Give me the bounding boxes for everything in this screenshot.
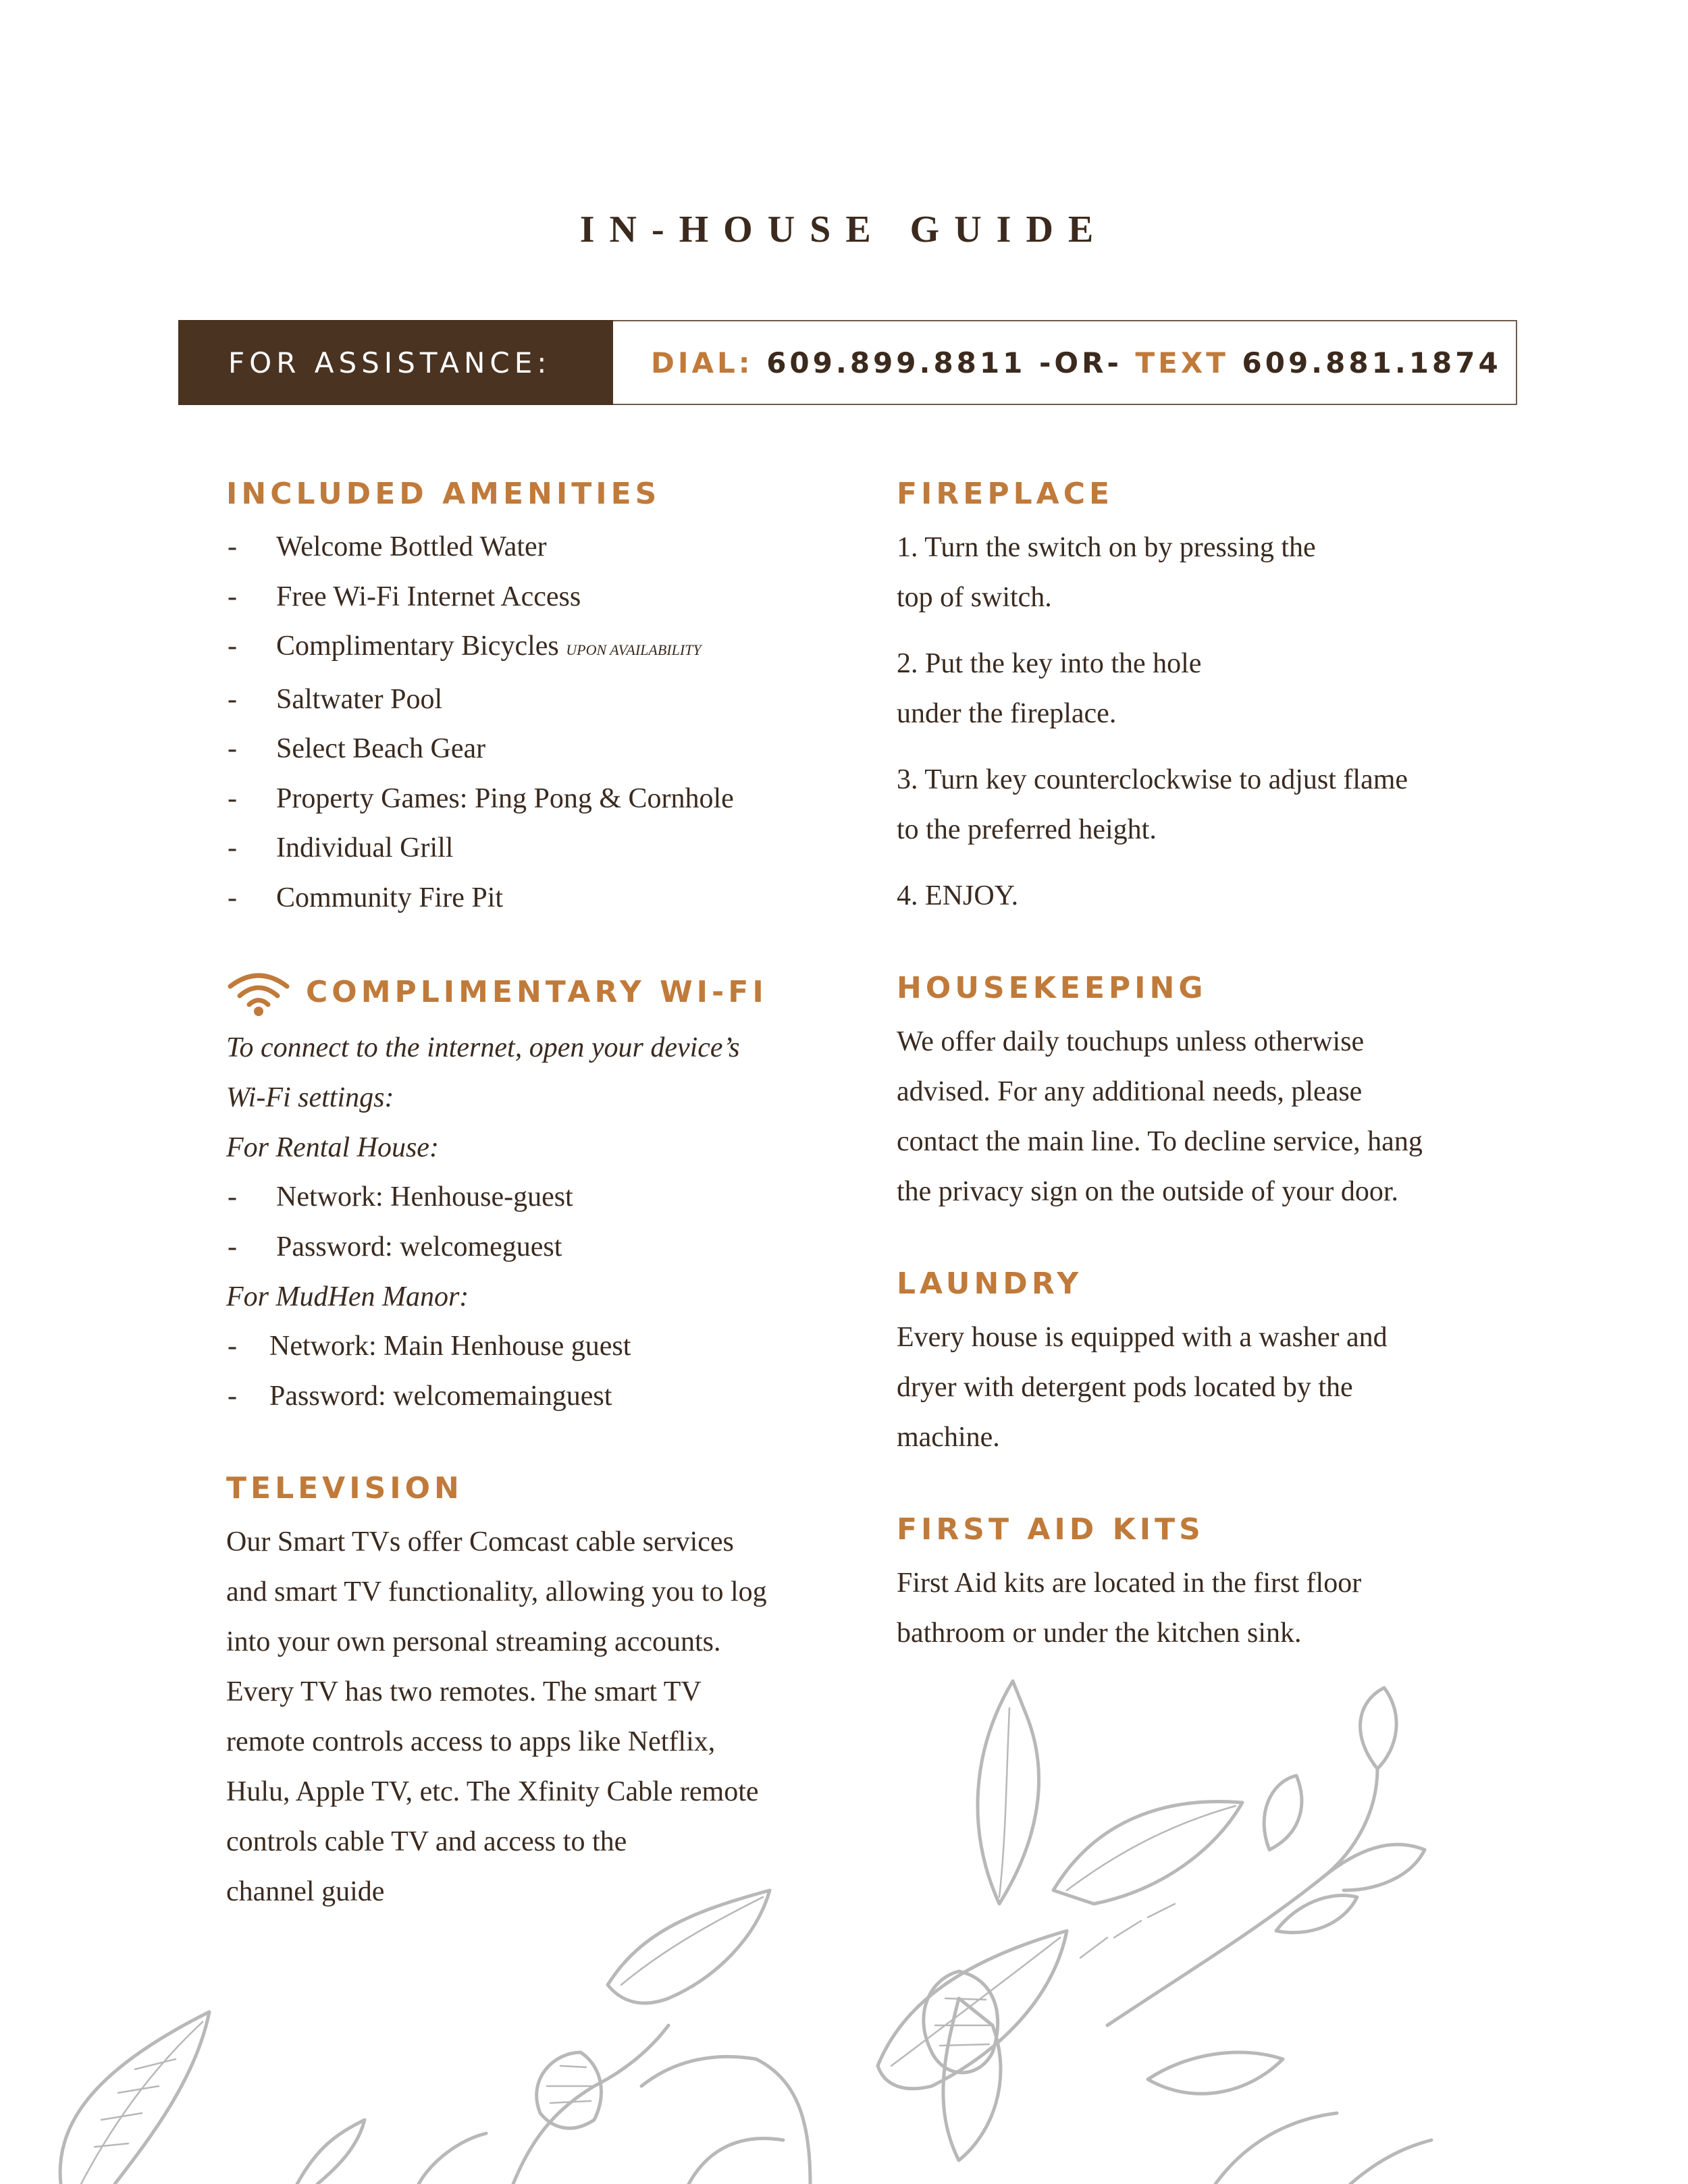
- rental-credentials: [226, 1173, 834, 1272]
- list-item: [226, 724, 834, 774]
- laundry-heading: LAUNDRY: [897, 1267, 1083, 1301]
- television-heading: TELEVISION: [226, 1471, 463, 1506]
- list-item: [226, 824, 834, 874]
- amenity-label: Welcome Bottled Water: [276, 531, 547, 562]
- list-item: [226, 1223, 834, 1273]
- text-line: channel guide: [226, 1876, 385, 1907]
- text-line: to the preferred height.: [897, 814, 1157, 845]
- fireplace-section: [897, 473, 1504, 921]
- dash-bullet: -: [228, 782, 237, 814]
- first-aid-section: [897, 1508, 1504, 1658]
- wifi-heading: COMPLIMENTARY WI-FI: [306, 975, 768, 1009]
- dash-bullet: -: [228, 1380, 237, 1412]
- laundry-section: [897, 1262, 1504, 1462]
- amenity-label: Complimentary Bicycles: [276, 631, 559, 662]
- text-line: contact the main line. To decline service, hang: [897, 1126, 1423, 1157]
- amenities-section: [226, 473, 834, 923]
- manor-network: Network: Main Henhouse guest: [269, 1331, 631, 1362]
- or-separator: -OR-: [1038, 346, 1122, 379]
- list-item: [226, 622, 834, 675]
- manor-credentials: [226, 1322, 834, 1421]
- text-line: the privacy sign on the outside of your door.: [897, 1176, 1399, 1207]
- text-line: 4. ENJOY.: [897, 880, 1019, 911]
- text-line: bathroom or under the kitchen sink.: [897, 1618, 1302, 1649]
- amenity-label: Select Beach Gear: [276, 733, 486, 764]
- assistance-label: FOR ASSISTANCE:: [178, 320, 613, 405]
- wifi-section: [226, 969, 834, 1421]
- amenity-label: Free Wi-Fi Internet Access: [276, 581, 581, 612]
- rental-network: Network: Henhouse-guest: [276, 1181, 573, 1213]
- text-line: First Aid kits are located in the first floor: [897, 1568, 1362, 1599]
- manor-password: Password: welcomemainguest: [269, 1380, 612, 1412]
- rental-house-label: For Rental House:: [226, 1132, 439, 1163]
- dash-bullet: -: [228, 683, 237, 715]
- wifi-icon: [226, 969, 291, 1016]
- assistance-contact: [613, 320, 1517, 405]
- laundry-text: [897, 1312, 1504, 1462]
- dash-bullet: -: [228, 733, 237, 764]
- fireplace-heading: FIREPLACE: [897, 477, 1114, 511]
- text-line: advised. For any additional needs, please: [897, 1076, 1363, 1107]
- wifi-intro-line: To connect to the internet, open your device’s: [226, 1032, 740, 1063]
- text-line: Hulu, Apple TV, etc. The Xfinity Cable remote: [226, 1776, 759, 1807]
- text-line: into your own personal streaming accounts.: [226, 1626, 721, 1657]
- dash-bullet: -: [228, 631, 237, 662]
- text-number[interactable]: 609.881.1874: [1242, 346, 1502, 379]
- fireplace-step: [897, 871, 1504, 921]
- list-item: [226, 1322, 834, 1372]
- text-line: We offer daily touchups unless otherwise: [897, 1026, 1365, 1057]
- text-line: remote controls access to apps like Netflix,: [226, 1726, 716, 1757]
- wifi-intro-line: Wi-Fi settings:: [226, 1082, 394, 1113]
- dial-label: DIAL:: [651, 346, 754, 379]
- list-item: [226, 774, 834, 824]
- text-line: 1. Turn the switch on by pressing the: [897, 532, 1316, 563]
- housekeeping-section: [897, 967, 1504, 1217]
- dial-number[interactable]: 609.899.8811: [766, 346, 1026, 379]
- wifi-heading-row: [226, 969, 834, 1016]
- list-item: [226, 523, 834, 572]
- text-line: 3. Turn key counterclockwise to adjust flame: [897, 764, 1408, 795]
- text-line: under the fireplace.: [897, 698, 1117, 729]
- text-line: Our Smart TVs offer Comcast cable services: [226, 1526, 734, 1557]
- page-title: IN-HOUSE GUIDE: [579, 209, 1109, 250]
- dash-bullet: -: [228, 1181, 237, 1213]
- text-line: dryer with detergent pods located by the: [897, 1372, 1353, 1403]
- amenities-list: [226, 523, 834, 923]
- amenities-heading: INCLUDED AMENITIES: [226, 477, 661, 511]
- rental-password: Password: welcomeguest: [276, 1231, 562, 1262]
- dash-bullet: -: [228, 531, 237, 562]
- text-line: 2. Put the key into the hole: [897, 648, 1202, 679]
- amenity-label: Community Fire Pit: [276, 882, 504, 913]
- amenity-label: Property Games: Ping Pong & Cornhole: [276, 782, 734, 814]
- fireplace-step: [897, 523, 1504, 622]
- availability-note: UPON AVAILABILITY: [566, 641, 702, 658]
- first-aid-heading: FIRST AID KITS: [897, 1512, 1205, 1547]
- dash-bullet: -: [228, 581, 237, 612]
- manor-label: For MudHen Manor:: [226, 1281, 469, 1312]
- right-column: [897, 473, 1504, 1704]
- list-item: [226, 874, 834, 924]
- list-item: [226, 1173, 834, 1223]
- text-line: top of switch.: [897, 582, 1052, 613]
- dash-bullet: -: [228, 882, 237, 913]
- first-aid-text: [897, 1558, 1504, 1658]
- text-line: Every TV has two remotes. The smart TV: [226, 1676, 702, 1707]
- dash-bullet: -: [228, 1231, 237, 1262]
- list-item: [226, 572, 834, 622]
- wifi-intro: [226, 1023, 834, 1123]
- text-line: machine.: [897, 1422, 1000, 1453]
- text-line: controls cable TV and access to the: [226, 1826, 627, 1857]
- dash-bullet: -: [228, 832, 237, 863]
- list-item: [226, 675, 834, 725]
- dash-bullet: -: [228, 1331, 237, 1362]
- amenity-label: Individual Grill: [276, 832, 454, 863]
- housekeeping-text: [897, 1017, 1504, 1217]
- amenity-label: Saltwater Pool: [276, 683, 443, 715]
- text-label: TEXT: [1135, 346, 1229, 379]
- assistance-banner: [178, 320, 1517, 405]
- botanical-illustration: [0, 1647, 1688, 2184]
- text-line: Every house is equipped with a washer and: [897, 1322, 1388, 1353]
- text-line: and smart TV functionality, allowing you to log: [226, 1576, 767, 1607]
- list-item: [226, 1372, 834, 1422]
- fireplace-step: [897, 639, 1504, 739]
- housekeeping-heading: HOUSEKEEPING: [897, 971, 1207, 1005]
- fireplace-step: [897, 755, 1504, 855]
